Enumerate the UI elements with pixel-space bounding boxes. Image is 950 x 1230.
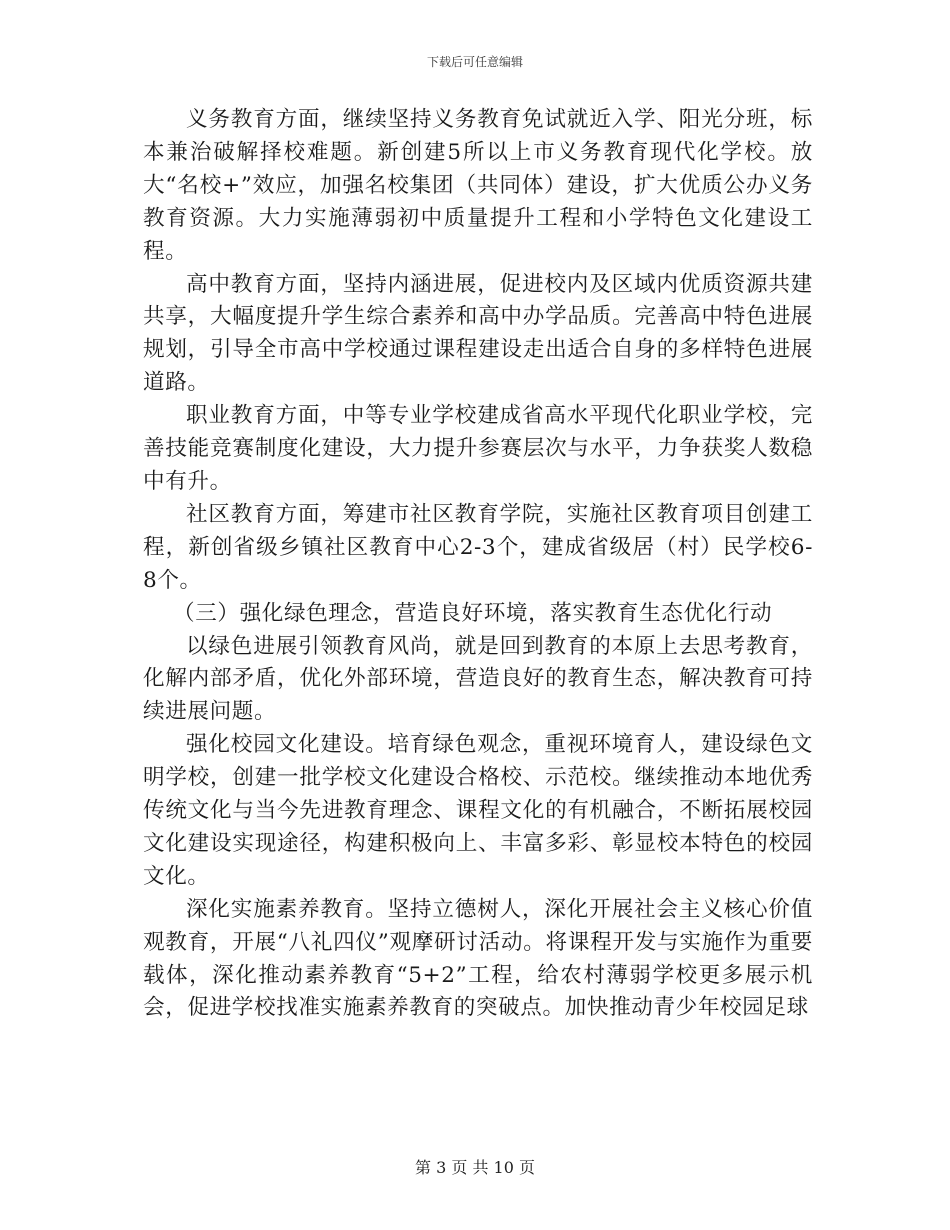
paragraph-high-school-education: 高中教育方面，坚持内涵进展，促进校内及区域内优质资源共建共享，大幅度提升学生综合素养和高中办学品质。完善高中特色进展规划，引导全市高中学校通过课程建设走出适合自身的多样特色进展道路。 xyxy=(143,271,813,396)
page-header: 下载后可任意编辑 xyxy=(426,55,523,69)
page-footer: 第 3 页 共 10 页 xyxy=(415,1158,535,1177)
document-body xyxy=(143,104,813,1025)
paragraph-community-education: 社区教育方面，筹建市社区教育学院，实施社区教育项目创建工程，新创省级乡镇社区教育中心2-3个，建成省级居（村）民学校6-8个。 xyxy=(143,501,813,593)
section-heading-green-ecology: （三）强化绿色理念，营造良好环境，落实教育生态优化行动 xyxy=(173,600,773,626)
paragraph-campus-culture: 强化校园文化建设。培育绿色观念，重视环境育人，建设绿色文明学校，创建一批学校文化建设合格校、示范校。继续推动本地优秀传统文化与当今先进教育理念、课程文化的有机融合，不断拓展校园文化建设实现途径，构建积极向上、丰富多彩、彰显校本特色的校园文化。 xyxy=(143,732,813,889)
paragraph-green-development: 以绿色进展引领教育风尚，就是回到教育的本原上去思考教育，化解内部矛盾，优化外部环境，营造良好的教育生态，解决教育可持续进展问题。 xyxy=(143,633,813,725)
paragraph-vocational-education: 职业教育方面，中等专业学校建成省高水平现代化职业学校，完善技能竞赛制度化建设，大力提升参赛层次与水平，力争获奖人数稳中有升。 xyxy=(143,403,813,494)
paragraph-compulsory-education: 义务教育方面，继续坚持义务教育免试就近入学、阳光分班，标本兼治破解择校难题。新创建5所以上市义务教育现代化学校。放大“名校+”效应，加强名校集团（共同体）建设，扩大优质公办义务教育资源。大力实施薄弱初中质量提升工程和小学特色文化建设工程。 xyxy=(143,107,813,264)
paragraph-quality-education: 深化实施素养教育。坚持立德树人，深化开展社会主义核心价值观教育，开展“八礼四仪”观摩研讨活动。将课程开发与实施作为重要载体，深化推动素养教育“5+2”工程，给农村薄弱学校更多展示机会，促进学校找准实施素养教育的突破点。加快推动青少年校园足球 xyxy=(143,896,813,1021)
